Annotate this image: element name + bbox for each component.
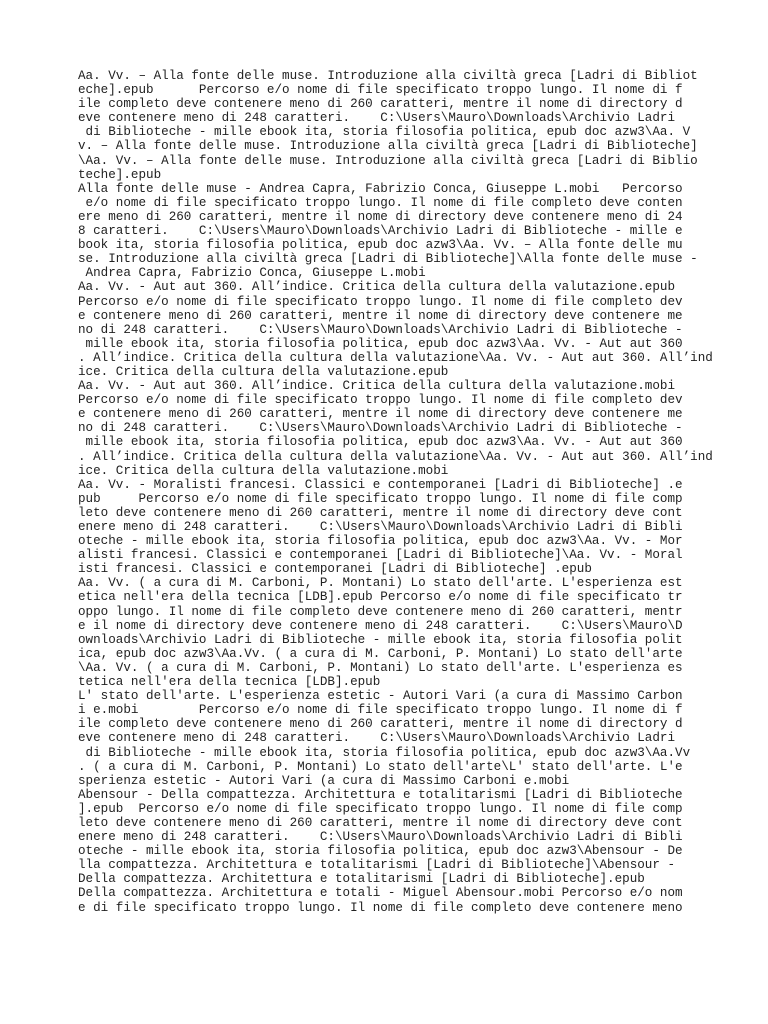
text-line: L' stato dell'arte. L'esperienza estetic - Autori Vari (a cura di Massimo Carbon [78,689,683,704]
text-line: oteche - mille ebook ita, storia filosofia politica, epub doc azw3\Aa. Vv. - Mor [78,534,683,549]
text-line: Alla fonte delle muse - Andrea Capra, Fabrizio Conca, Giuseppe L.mobi Percorso [78,181,683,196]
text-line: sperienza estetic - Autori Vari (a cura di Massimo Carboni e.mobi [78,773,570,788]
text-line: leto deve contenere meno di 260 caratteri, mentre il nome di directory deve cont [78,505,683,520]
text-line: e il nome di directory deve contenere meno di 248 caratteri. C:\Users\Mauro\D [78,618,683,633]
text-line: Aa. Vv. - Moralisti francesi. Classici e contemporanei [Ladri di Biblioteche] .e [78,477,683,492]
text-line: ile completo deve contenere meno di 260 caratteri, mentre il nome di directory d [78,97,683,112]
text-line: Aa. Vv. - Aut aut 360. All’indice. Critica della cultura della valutazione.epub [78,280,676,295]
text-line: e/o nome di file specificato troppo lungo. Il nome di file completo deve conten [78,195,683,210]
text-line: Percorso e/o nome di file specificato troppo lungo. Il nome di file completo dev [78,294,683,309]
text-line: pub Percorso e/o nome di file specificato troppo lungo. Il nome di file comp [78,491,683,506]
text-line: Della compattezza. Architettura e totalitarismi [Ladri di Biblioteche].epub [78,872,645,887]
text-line: mille ebook ita, storia filosofia politica, epub doc azw3\Aa. Vv. - Aut aut 360 [78,336,683,351]
text-line: eve contenere meno di 248 caratteri. C:\Users\Mauro\Downloads\Archivio Ladri [78,111,676,126]
text-line: mille ebook ita, storia filosofia politica, epub doc azw3\Aa. Vv. - Aut aut 360 [78,435,683,450]
text-line: alisti francesi. Classici e contemporanei [Ladri di Biblioteche]\Aa. Vv. - Moral [78,548,683,563]
text-line: Percorso e/o nome di file specificato troppo lungo. Il nome di file completo dev [78,393,683,408]
text-line: Abensour - Della compattezza. Architettura e totalitarismi [Ladri di Biblioteche [78,787,683,802]
text-line: ile completo deve contenere meno di 260 caratteri, mentre il nome di directory d [78,717,683,732]
text-line: enere meno di 248 caratteri. C:\Users\Mauro\Downloads\Archivio Ladri di Bibli [78,830,683,845]
text-line: isti francesi. Classici e contemporanei [Ladri di Biblioteche] .epub [78,562,592,577]
text-line: v. – Alla fonte delle muse. Introduzione alla civiltà greca [Ladri di Biblioteche] [78,139,698,154]
text-line: ica, epub doc azw3\Aa.Vv. ( a cura di M. Carboni, P. Montani) Lo stato dell'arte [78,646,683,661]
text-line: no di 248 caratteri. C:\Users\Mauro\Downloads\Archivio Ladri di Biblioteche - [78,322,683,337]
text-line: no di 248 caratteri. C:\Users\Mauro\Downloads\Archivio Ladri di Biblioteche - [78,421,683,436]
text-line: eche].epub Percorso e/o nome di file specificato troppo lungo. Il nome di f [78,83,683,98]
text-line: Andrea Capra, Fabrizio Conca, Giuseppe L.mobi [78,266,426,281]
text-line: etica nell'era della tecnica [LDB].epub Percorso e/o nome di file specificato tr [78,590,683,605]
text-line: \Aa. Vv. – Alla fonte delle muse. Introduzione alla civiltà greca [Ladri di Biblio [78,153,698,168]
text-line: ownloads\Archivio Ladri di Biblioteche - mille ebook ita, storia filosofia polit [78,632,683,647]
text-line: \Aa. Vv. ( a cura di M. Carboni, P. Montani) Lo stato dell'arte. L'esperienza es [78,660,683,675]
text-line: ice. Critica della cultura della valutazione.epub [78,364,449,379]
text-line: e contenere meno di 260 caratteri, mentre il nome di directory deve contenere me [78,308,683,323]
text-line: book ita, storia filosofia politica, epub doc azw3\Aa. Vv. – Alla fonte delle mu [78,238,683,253]
text-line: 8 caratteri. C:\Users\Mauro\Downloads\Archivio Ladri di Biblioteche - mille e [78,224,683,239]
text-line: Aa. Vv. – Alla fonte delle muse. Introduzione alla civiltà greca [Ladri di Bibliot [78,69,698,83]
text-line: Aa. Vv. - Aut aut 360. All’indice. Critica della cultura della valutazione.mobi [78,379,676,394]
text-line: tetica nell'era della tecnica [LDB].epub [78,675,381,690]
text-line: e contenere meno di 260 caratteri, mentre il nome di directory deve contenere me [78,407,683,422]
text-line: . ( a cura di M. Carboni, P. Montani) Lo stato dell'arte\L' stato dell'arte. L'e [78,759,683,774]
document-text [78,69,718,915]
text-line: ice. Critica della cultura della valutazione.mobi [78,463,449,478]
text-line: e di file specificato troppo lungo. Il nome di file completo deve contenere meno [78,900,683,915]
text-line: ere meno di 260 caratteri, mentre il nome di directory deve contenere meno di 24 [78,209,683,224]
text-line: teche].epub [78,167,162,182]
text-line: enere meno di 248 caratteri. C:\Users\Mauro\Downloads\Archivio Ladri di Bibli [78,520,683,534]
text-line: Aa. Vv. ( a cura di M. Carboni, P. Montani) Lo stato dell'arte. L'esperienza est [78,576,683,591]
text-line: lla compattezza. Architettura e totalitarismi [Ladri di Biblioteche]\Abensour - [78,858,676,873]
text-line: oteche - mille ebook ita, storia filosofia politica, epub doc azw3\Abensour - De [78,844,683,859]
text-line: i e.mobi Percorso e/o nome di file specificato troppo lungo. Il nome di f [78,703,683,718]
text-line: . All’indice. Critica della cultura della valutazione\Aa. Vv. - Aut aut 360. All’ind [78,449,713,464]
text-line: ].epub Percorso e/o nome di file specificato troppo lungo. Il nome di file comp [78,801,683,816]
text-line: oppo lungo. Il nome di file completo deve contenere meno di 260 caratteri, mentr [78,604,683,619]
text-line: Della compattezza. Architettura e totali - Miguel Abensour.mobi Percorso e/o nom [78,886,683,901]
text-line: se. Introduzione alla civiltà greca [Ladri di Biblioteche]\Alla fonte delle muse - [78,252,698,267]
text-line: . All’indice. Critica della cultura della valutazione\Aa. Vv. - Aut aut 360. All’ind [78,350,713,365]
text-line: di Biblioteche - mille ebook ita, storia filosofia politica, epub doc azw3\Aa.Vv [78,745,691,760]
text-line: leto deve contenere meno di 260 caratteri, mentre il nome di directory deve cont [78,815,683,830]
text-line: di Biblioteche - mille ebook ita, storia filosofia politica, epub doc azw3\Aa. V [78,125,691,140]
text-line: eve contenere meno di 248 caratteri. C:\Users\Mauro\Downloads\Archivio Ladri [78,731,676,746]
